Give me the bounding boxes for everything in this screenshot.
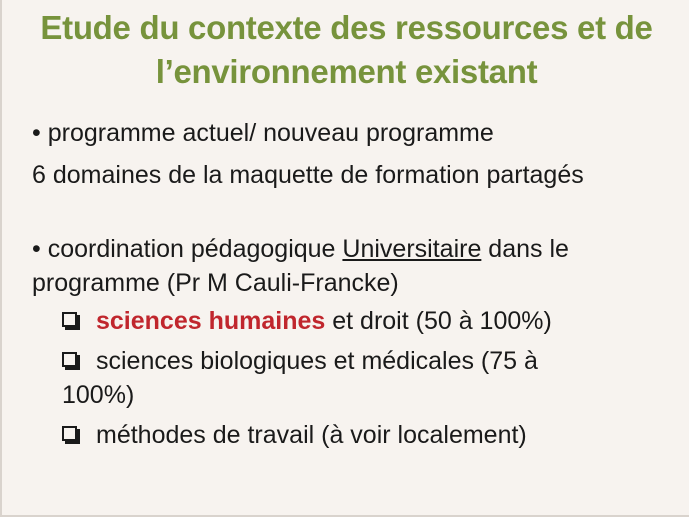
bullet-continuation: programme (Pr M Cauli-Francke)	[32, 269, 399, 297]
checkbox-item	[62, 344, 682, 412]
checkbox-bullet-icon	[62, 352, 77, 367]
bullet-symbol: •	[32, 235, 41, 263]
bullet-text: programme actuel/ nouveau programme	[47, 119, 494, 147]
sub-item-text: et droit (50 à 100%)	[325, 307, 552, 335]
sub-item-text: méthodes de travail (à voir localement)	[96, 421, 527, 449]
checkbox-item	[62, 304, 682, 338]
body-line: 6 domaines de la maquette de formation partagés	[32, 161, 584, 189]
bullet-item	[32, 116, 682, 150]
slide-body	[32, 116, 682, 452]
spacer	[32, 192, 682, 232]
bullet-text: coordination pédagogique	[47, 235, 343, 263]
title-line-2: l’environnement existant	[155, 53, 538, 90]
title-line-1: Etude du contexte des ressources et de	[40, 9, 653, 46]
sub-item-text: sciences biologiques et médicales (75 à	[96, 347, 538, 375]
checkbox-bullet-icon	[62, 426, 77, 441]
bullet-text-end: dans le	[481, 235, 569, 263]
checkbox-item	[62, 418, 682, 452]
checkbox-bullet-icon	[62, 312, 77, 327]
underlined-word: Universitaire	[342, 235, 482, 263]
bullet-item	[32, 232, 682, 300]
sub-item-continuation: 100%)	[62, 381, 135, 409]
slide-title	[2, 6, 689, 94]
highlighted-text: sciences humaines	[96, 307, 326, 335]
bullet-symbol: •	[32, 119, 41, 147]
